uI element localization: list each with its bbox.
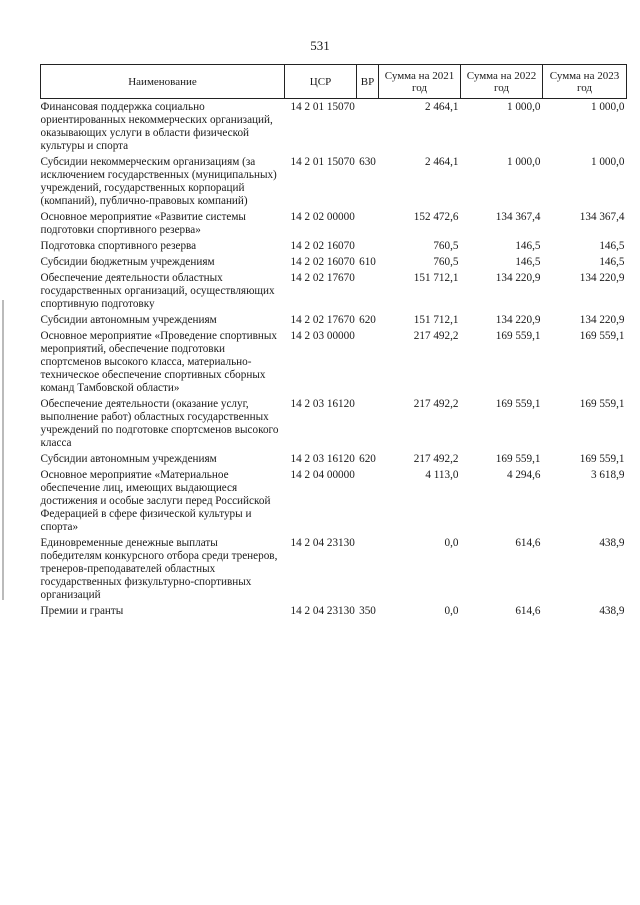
- cell-csr: 14 2 03 16120: [290, 398, 355, 410]
- cell-sum-2021: 0,0: [444, 537, 459, 549]
- cell-sum-2021: 151 712,1: [413, 272, 459, 284]
- cell-sum-2023: 1 000,0: [590, 156, 625, 168]
- cell-csr: 14 2 04 23130: [290, 537, 355, 549]
- table-row: [41, 314, 627, 330]
- cell-vr: 620: [359, 453, 376, 465]
- cell-vr: [357, 272, 379, 314]
- table-row: [41, 272, 627, 314]
- cell-name: Субсидии автономным учреждениям: [40, 453, 217, 465]
- cell-sum-2023: 169 559,1: [579, 398, 625, 410]
- cell-name: Основное мероприятие «Проведение спортивных мероприятий, обеспечение подготовки спортсменов высокого класса, материально-техническое обеспечение спортивных сборных команд Тамбовской области»: [40, 330, 278, 394]
- cell-name: Субсидии автономным учреждениям: [40, 314, 217, 326]
- table-row: [41, 537, 627, 605]
- cell-name: Субсидии некоммерческим организациям (за исключением государственных (муниципальных) учреждений, государственных корпораций (компаний), публично-правовых компаний): [40, 156, 277, 207]
- cell-sum-2023: 146,5: [599, 240, 625, 252]
- header-vr: ВР: [357, 65, 379, 99]
- cell-vr: [357, 398, 379, 453]
- cell-sum-2022: 614,6: [515, 537, 541, 549]
- table-row: [41, 99, 627, 157]
- cell-sum-2023: 438,9: [599, 537, 625, 549]
- cell-name: Основное мероприятие «Материальное обеспечение лиц, имеющих выдающиеся достижения и особые заслуги перед Российской Федерацией в сфере физической культуры и спорта»: [40, 469, 271, 533]
- table-body: [41, 99, 627, 622]
- cell-csr: 14 2 02 17670: [290, 272, 355, 284]
- table-row: [41, 240, 627, 256]
- cell-sum-2023: 3 618,9: [590, 469, 625, 481]
- cell-sum-2021: 760,5: [433, 240, 459, 252]
- cell-name: Премии и гранты: [40, 605, 124, 617]
- cell-name: Основное мероприятие «Развитие системы подготовки спортивного резерва»: [40, 211, 246, 236]
- cell-sum-2023: 146,5: [599, 256, 625, 268]
- cell-csr: 14 2 01 15070: [290, 156, 355, 168]
- cell-csr: 14 2 02 17670: [290, 314, 355, 326]
- cell-vr: 620: [359, 314, 376, 326]
- cell-sum-2021: 760,5: [433, 256, 459, 268]
- cell-name: Субсидии бюджетным учреждениям: [40, 256, 215, 268]
- cell-sum-2022: 1 000,0: [506, 101, 541, 113]
- cell-csr: 14 2 03 16120: [290, 453, 355, 465]
- header-csr: ЦСР: [285, 65, 357, 99]
- cell-sum-2023: 169 559,1: [579, 453, 625, 465]
- cell-sum-2023: 134 220,9: [579, 272, 625, 284]
- cell-sum-2023: 134 367,4: [579, 211, 625, 223]
- cell-vr: 610: [359, 256, 376, 268]
- cell-name: Обеспечение деятельности областных государственных организаций, осуществляющих спортивную подготовку: [40, 272, 275, 310]
- cell-name: Обеспечение деятельности (оказание услуг, выполнение работ) областных государственных учреждений по подготовке спортсменов высокого класса: [40, 398, 279, 449]
- cell-sum-2022: 169 559,1: [495, 453, 541, 465]
- cell-sum-2022: 146,5: [515, 240, 541, 252]
- table-row: [41, 256, 627, 272]
- table-row: [41, 211, 627, 240]
- cell-sum-2023: 169 559,1: [579, 330, 625, 342]
- cell-vr: [357, 99, 379, 157]
- cell-sum-2022: 614,6: [515, 605, 541, 617]
- cell-vr: 630: [359, 156, 376, 168]
- cell-csr: 14 2 01 15070: [290, 101, 355, 113]
- cell-vr: [357, 211, 379, 240]
- cell-sum-2022: 134 367,4: [495, 211, 541, 223]
- cell-vr: 350: [359, 605, 376, 617]
- table-row: [41, 156, 627, 211]
- cell-name: Единовременные денежные выплаты победителям конкурсного отбора среди тренеров, тренеров-преподавателей областных государственных физкультурно-спортивных организаций: [40, 537, 278, 601]
- cell-sum-2021: 217 492,2: [413, 398, 459, 410]
- cell-sum-2023: 438,9: [599, 605, 625, 617]
- cell-csr: 14 2 02 16070: [290, 256, 355, 268]
- cell-csr: 14 2 04 23130: [290, 605, 355, 617]
- cell-sum-2022: 134 220,9: [495, 314, 541, 326]
- cell-sum-2022: 169 559,1: [495, 330, 541, 342]
- cell-name: Финансовая поддержка социально ориентированных некоммерческих организаций, оказывающих услуги в области физической культуры и спорта: [40, 101, 273, 152]
- cell-sum-2021: 217 492,2: [413, 330, 459, 342]
- cell-sum-2021: 4 113,0: [425, 469, 459, 481]
- header-sum-2023: Сумма на 2023 год: [543, 65, 627, 99]
- cell-sum-2023: 1 000,0: [590, 101, 625, 113]
- cell-vr: [357, 330, 379, 398]
- cell-sum-2021: 151 712,1: [413, 314, 459, 326]
- header-row: [41, 65, 627, 99]
- table-row: [41, 469, 627, 537]
- cell-sum-2021: 2 464,1: [424, 101, 459, 113]
- table-row: [41, 453, 627, 469]
- cell-csr: 14 2 02 00000: [290, 211, 355, 223]
- header-name: Наименование: [41, 65, 285, 99]
- cell-sum-2021: 2 464,1: [424, 156, 459, 168]
- header-sum-2021: Сумма на 2021 год: [379, 65, 461, 99]
- table-row: [41, 330, 627, 398]
- cell-vr: [357, 240, 379, 256]
- table-row: [41, 605, 627, 621]
- cell-sum-2021: 152 472,6: [413, 211, 459, 223]
- cell-sum-2022: 134 220,9: [495, 272, 541, 284]
- cell-csr: 14 2 03 00000: [290, 330, 355, 342]
- page-number: 531: [310, 38, 330, 53]
- header-sum-2022: Сумма на 2022 год: [461, 65, 543, 99]
- cell-sum-2022: 169 559,1: [495, 398, 541, 410]
- cell-sum-2022: 146,5: [515, 256, 541, 268]
- cell-sum-2023: 134 220,9: [579, 314, 625, 326]
- scan-margin-mark: [2, 300, 4, 600]
- cell-csr: 14 2 04 00000: [290, 469, 355, 481]
- cell-sum-2021: 217 492,2: [413, 453, 459, 465]
- cell-sum-2021: 0,0: [444, 605, 459, 617]
- cell-csr: 14 2 02 16070: [290, 240, 355, 252]
- table-row: [41, 398, 627, 453]
- cell-sum-2022: 4 294,6: [506, 469, 541, 481]
- cell-vr: [357, 537, 379, 605]
- cell-name: Подготовка спортивного резерва: [40, 240, 197, 252]
- cell-sum-2022: 1 000,0: [506, 156, 541, 168]
- cell-vr: [357, 469, 379, 537]
- table-header: [41, 65, 627, 99]
- budget-table: [40, 64, 627, 621]
